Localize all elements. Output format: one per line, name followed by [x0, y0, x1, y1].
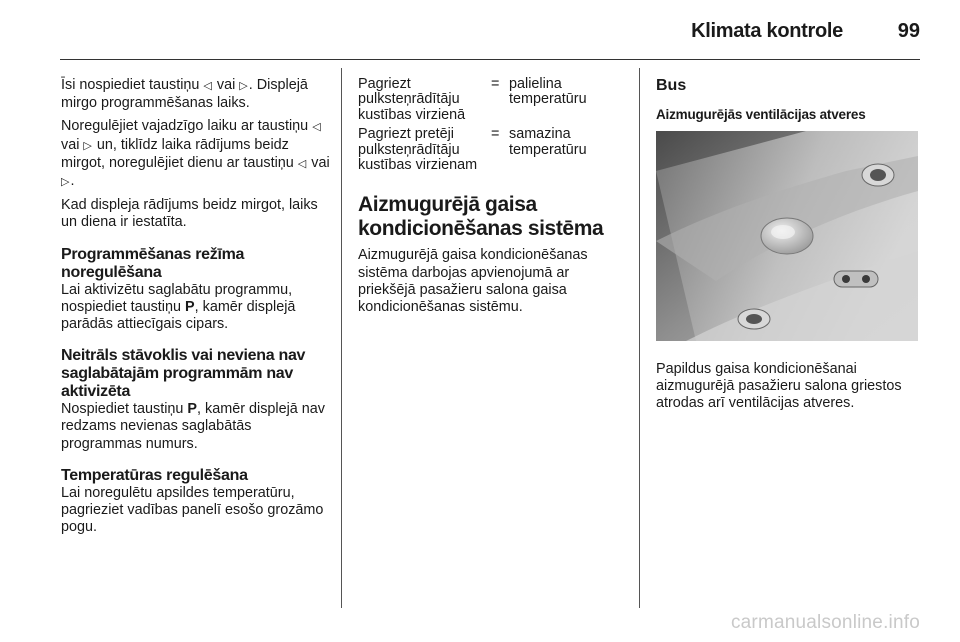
heading-rear-vents: Aizmugurējās ventilācijas atveres — [656, 107, 866, 123]
table-row — [358, 127, 620, 177]
definition-equals: = — [491, 126, 500, 143]
paragraph-set-time: Noregulējiet vajadzīgo laiku ar taustiņu ◁ vai ▷ un, tiklīdz laika rādījums beidz mirgot, noregulējiet dienu ar taustiņu ◁ vai ▷. — [61, 118, 331, 191]
paragraph-rear-ac: Aizmugurējā gaisa kondicionēšanas sistēma darbojas apvienojumā ar priekšējā pasažieru salona gaisa kondicionēšanas sistēmu. — [358, 247, 588, 316]
paragraph-programming-mode: Lai aktivizētu saglabātu programmu, nospiediet taustiņu P, kamēr displejā parādās attiecīgais cipars. — [61, 281, 296, 333]
key-p-label: P — [185, 298, 195, 315]
rotation-definition-table — [358, 77, 620, 177]
definition-term: Pagriezt pulksteņrādītāju kustības virzienā — [358, 76, 466, 123]
right-triangle-icon: ▷ — [83, 139, 93, 152]
rear-vents-photo — [656, 131, 918, 341]
chapter-title: Klimata kontrole — [691, 20, 843, 42]
paragraph-programming-time: Īsi nospiediet taustiņu ◁ vai ▷. Displejā mirgo programmēšanas laiks. — [61, 77, 308, 112]
right-triangle-icon: ▷ — [61, 176, 71, 189]
overhead-light-icon — [761, 218, 813, 254]
paragraph-temperature: Lai noregulētu apsildes temperatūru, pagrieziet vadības panelī esošo grozāmo pogu. — [61, 484, 324, 536]
column-right — [656, 77, 926, 418]
watermark: carmanualsonline.info — [730, 612, 920, 633]
heading-temperature: Temperatūras regulēšana — [61, 466, 248, 484]
column-left — [61, 77, 331, 542]
table-row — [358, 77, 620, 127]
page-header — [0, 0, 960, 60]
paragraph-rear-vents: Papildus gaisa kondicionēšanai aizmugurējā pasažieru salona griestos atrodas arī ventilācijas atveres. — [656, 360, 902, 412]
definition-equals: = — [491, 76, 500, 92]
column-divider-2 — [639, 68, 640, 608]
header-rule — [60, 59, 920, 60]
heading-bus: Bus — [656, 77, 687, 94]
left-triangle-icon: ◁ — [312, 121, 322, 134]
definition-term: Pagriezt pretēji pulksteņrādītāju kustības virzienam — [358, 126, 478, 174]
page-number: 99 — [897, 20, 920, 42]
paragraph-time-set: Kad displeja rādījums beidz mirgot, laiks un diena ir iestatīta. — [61, 197, 318, 231]
left-triangle-icon: ◁ — [203, 80, 213, 92]
heading-rear-ac: Aizmugurējā gaisa kondicionēšanas sistēma — [358, 193, 604, 241]
heading-programming-mode: Programmēšanas režīma noregulēšana — [61, 245, 245, 281]
reading-light-icon — [834, 271, 878, 287]
air-vent-icon — [738, 309, 770, 329]
right-triangle-icon: ▷ — [239, 80, 249, 92]
key-p-label: P — [187, 401, 198, 418]
air-vent-icon — [862, 164, 894, 186]
left-triangle-icon: ◁ — [297, 157, 308, 170]
definition-value: palielina temperatūru — [509, 76, 587, 108]
heading-neutral-state: Neitrāls stāvoklis vai neviena nav saglabātajām programmām nav aktivizēta — [61, 347, 306, 401]
column-middle — [358, 77, 626, 322]
column-divider-1 — [341, 68, 342, 608]
definition-value: samazina temperatūru — [509, 126, 587, 158]
paragraph-neutral-state: Nospiediet taustiņu P, kamēr displejā nav redzams nevienas saglabātās programmas numurs. — [61, 401, 325, 452]
